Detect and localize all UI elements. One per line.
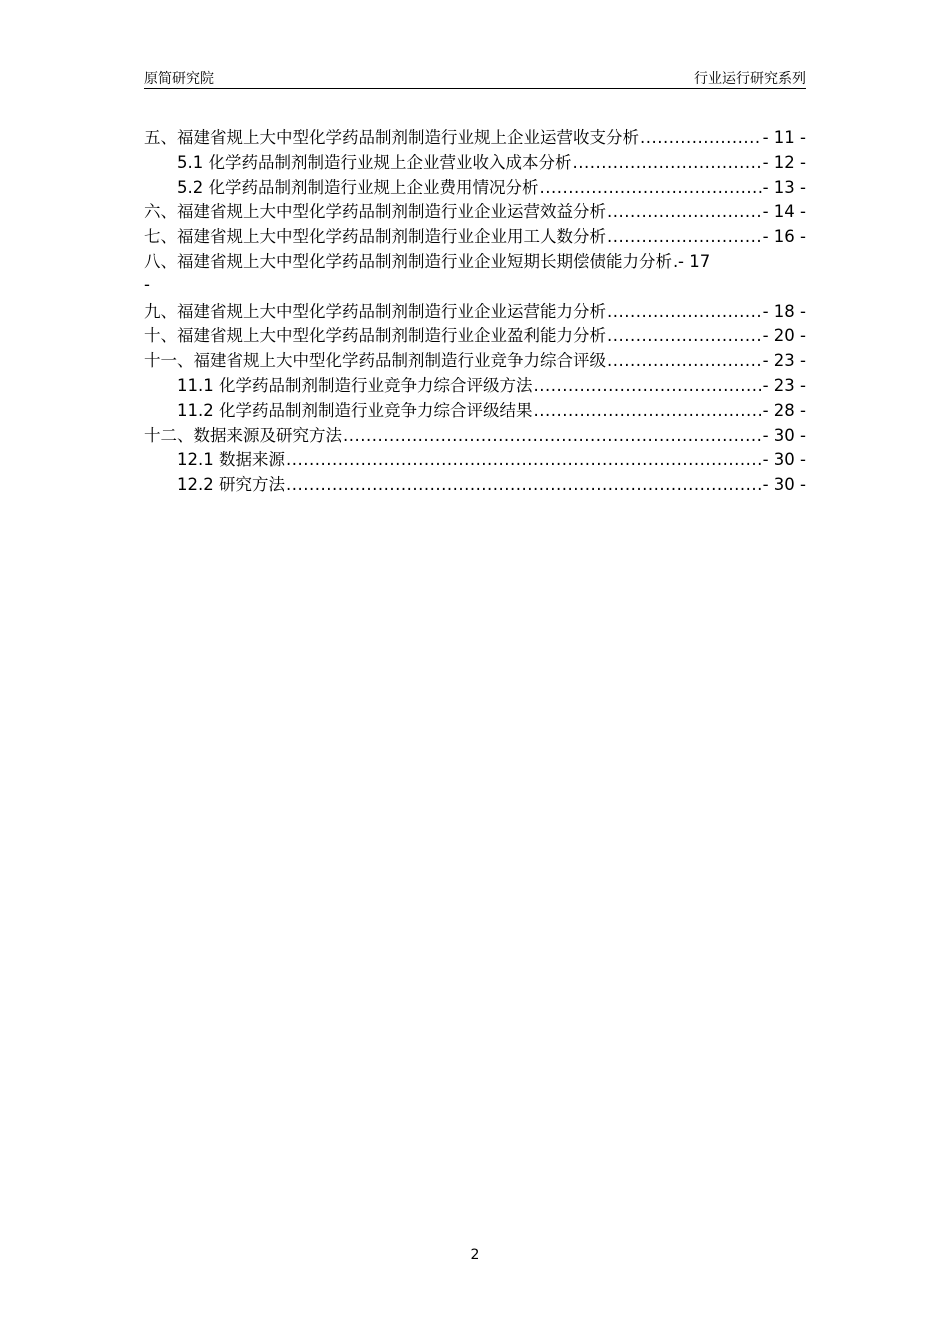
toc-entry-page: - 20 - (762, 326, 806, 346)
toc-entry-title: 11.1 化学药品制剂制造行业竞争力综合评级方法 (177, 375, 533, 395)
table-of-contents (144, 124, 806, 496)
toc-entry[interactable] (144, 446, 806, 471)
toc-entry-page: - 30 - (762, 425, 806, 445)
toc-entry[interactable] (144, 397, 806, 422)
toc-entry-title: 十一、福建省规上大中型化学药品制剂制造行业竞争力综合评级 (144, 351, 606, 371)
toc-dot-leader (607, 202, 762, 221)
toc-entry-title: 12.1 数据来源 (177, 450, 285, 470)
header-series-name: 行业运行研究系列 (694, 71, 806, 87)
toc-entry[interactable] (144, 322, 806, 347)
toc-entry-page: - 12 - (762, 152, 806, 172)
toc-entry-title: 5.1 化学药品制剂制造行业规上企业营业收入成本分析 (177, 152, 572, 172)
toc-dot-leader (573, 153, 762, 172)
toc-dot-leader (607, 326, 762, 345)
toc-entry-page: - 23 - (762, 375, 806, 395)
toc-entry-page: - 23 - (762, 351, 806, 371)
toc-entry-page-continuation: - (144, 274, 150, 294)
toc-entry-title: 5.2 化学药品制剂制造行业规上企业费用情况分析 (177, 177, 539, 197)
toc-entry-title: 11.2 化学药品制剂制造行业竞争力综合评级结果 (177, 400, 533, 420)
toc-dot-leader (673, 252, 677, 271)
toc-dot-leader (607, 351, 762, 370)
toc-entry-title: 12.2 研究方法 (177, 475, 285, 495)
toc-entry-title: 十二、数据来源及研究方法 (144, 425, 342, 445)
toc-dot-leader (607, 227, 762, 246)
toc-entry-page: - 30 - (762, 475, 806, 495)
toc-dot-leader (640, 128, 762, 147)
toc-entry[interactable] (144, 248, 806, 273)
toc-entry-page: - 16 - (762, 227, 806, 247)
toc-entry[interactable] (144, 298, 806, 323)
toc-entry-title: 九、福建省规上大中型化学药品制剂制造行业企业运营能力分析 (144, 301, 606, 321)
toc-entry[interactable] (144, 422, 806, 447)
toc-entry-title: 六、福建省规上大中型化学药品制剂制造行业企业运营效益分析 (144, 202, 606, 222)
toc-dot-leader (540, 178, 762, 197)
toc-entry-page: - 13 - (762, 177, 806, 197)
toc-entry-page: - 17 (678, 251, 711, 271)
toc-dot-leader (343, 426, 762, 445)
toc-entry[interactable] (144, 198, 806, 223)
toc-entry[interactable] (144, 124, 806, 149)
toc-entry-page: - 11 - (762, 128, 806, 147)
header-org-name: 原简研究院 (144, 71, 214, 87)
toc-entry-page: - 30 - (762, 450, 806, 470)
toc-entry[interactable] (144, 174, 806, 199)
page-number: 2 (470, 1247, 480, 1263)
toc-entry-title: 五、福建省规上大中型化学药品制剂制造行业规上企业运营收支分析 (144, 128, 639, 147)
toc-dot-leader (286, 450, 762, 469)
toc-entry-title: 七、福建省规上大中型化学药品制剂制造行业企业用工人数分析 (144, 227, 606, 247)
toc-entry-page: - 18 - (762, 301, 806, 321)
toc-dot-leader (533, 401, 761, 420)
toc-entry-title: 十、福建省规上大中型化学药品制剂制造行业企业盈利能力分析 (144, 326, 606, 346)
toc-entry[interactable] (144, 149, 806, 174)
toc-entry[interactable] (144, 471, 806, 496)
toc-dot-leader (286, 475, 762, 494)
toc-entry[interactable] (144, 347, 806, 372)
toc-entry[interactable] (144, 223, 806, 248)
page-header (144, 66, 806, 89)
toc-entry[interactable] (144, 372, 806, 397)
toc-dot-leader (533, 376, 761, 395)
toc-dot-leader (607, 302, 762, 321)
toc-entry-title: 八、福建省规上大中型化学药品制剂制造行业企业短期长期偿债能力分析 (144, 251, 672, 271)
toc-entry-page: - 28 - (762, 400, 806, 420)
toc-entry-page: - 14 - (762, 202, 806, 222)
